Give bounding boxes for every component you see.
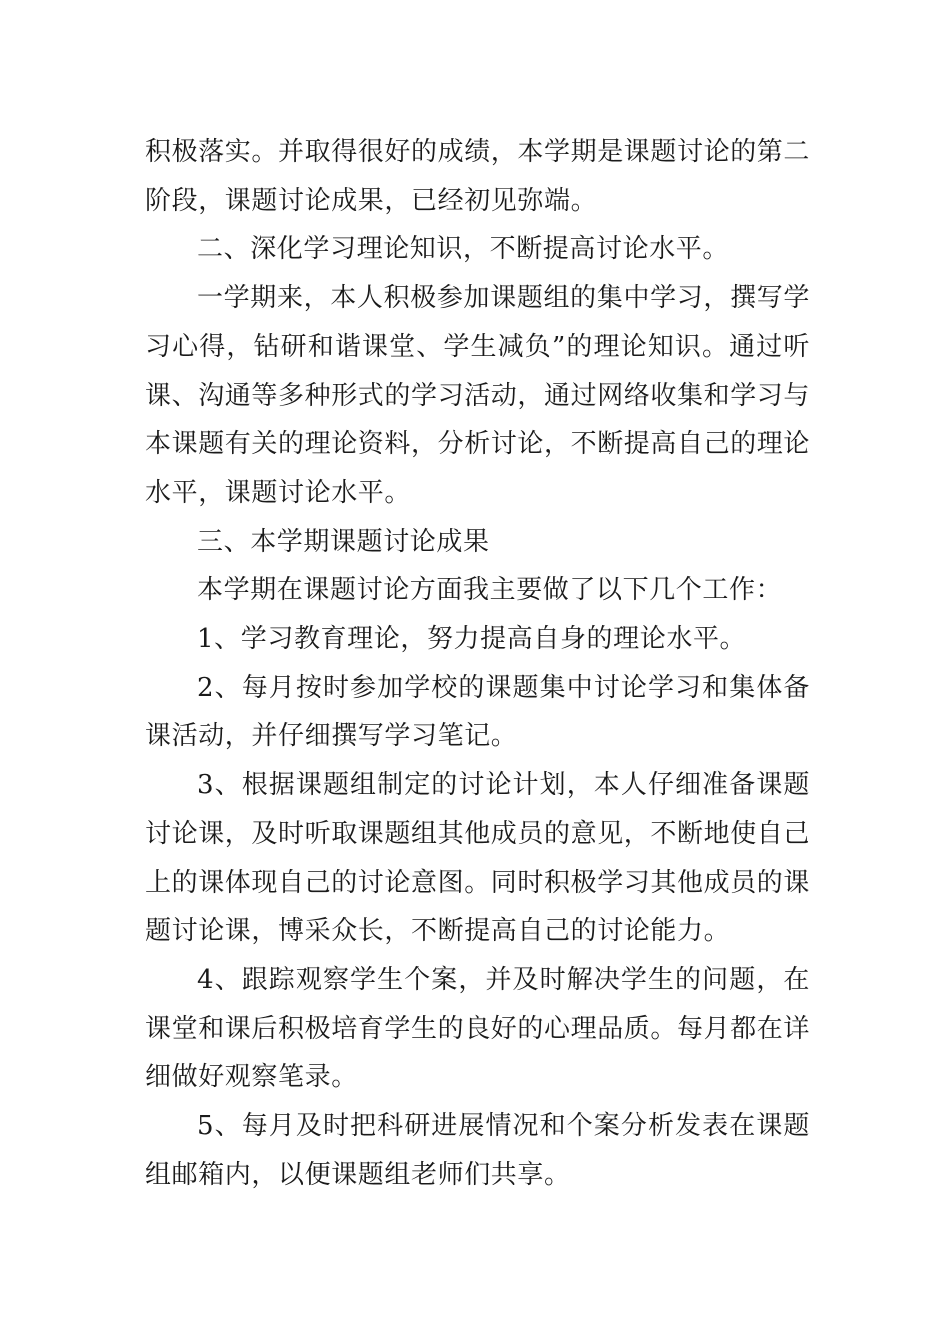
- heading-section-3: 三、本学期课题讨论成果: [197, 526, 490, 557]
- paragraph-continuation: 积极落实。并取得很好的成绩，本学期是课题讨论的第二阶段，课题讨论成果，已经初见弥端。: [145, 137, 811, 216]
- document-page: [145, 128, 810, 1199]
- list-item-4: 4、跟踪观察学生个案，并及时解决学生的问题，在课堂和课后积极培育学生的良好的心理品质。每月都在详细做好观察笔录。: [145, 964, 811, 1093]
- list-item-1: 1、学习教育理论，努力提高自身的理论水平。: [197, 624, 747, 655]
- list-item-2: 2、每月按时参加学校的课题集中讨论学习和集体备课活动，并仔细撰写学习笔记。: [145, 672, 810, 752]
- list-item-5: 5、每月及时把科研进展情况和个案分析发表在课题组邮箱内，以便课题组老师们共享。: [145, 1111, 810, 1190]
- paragraph-intro: 本学期在课题讨论方面我主要做了以下几个工作：: [197, 575, 783, 606]
- list-item-3: 3、根据课题组制定的讨论计划，本人仔细准备课题讨论课，及时听取课题组其他成员的意见，不断地使自己上的课体现自己的讨论意图。同时积极学习其他成员的课题讨论课，博采众长，不断提高自己的讨论能力。: [145, 770, 811, 947]
- heading-section-2: 二、深化学习理论知识，不断提高讨论水平。: [197, 234, 730, 265]
- paragraph-study: 一学期来，本人积极参加课题组的集中学习，撰写学习心得，钻研和谐课堂、学生减负”的理论知识。通过听课、沟通等多种形式的学习活动，通过网络收集和学习与本课题有关的理论资料，分析讨论，不断提高自己的理论水平，课题讨论水平。: [145, 283, 811, 508]
